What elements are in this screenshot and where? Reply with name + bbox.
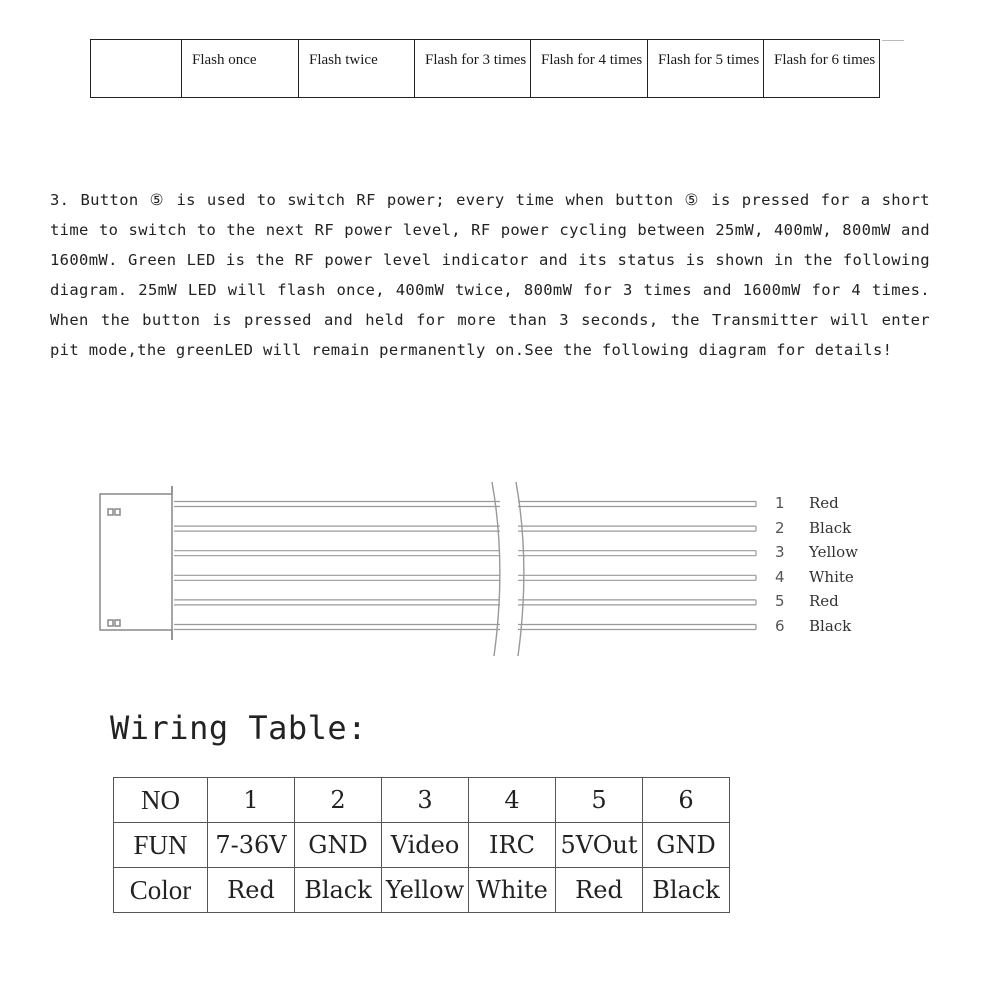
- table-row: [91, 40, 880, 98]
- table-cell: 7-36V: [208, 823, 295, 868]
- table-cell: Black: [295, 868, 382, 913]
- table-cell: Red: [556, 868, 643, 913]
- flash-table-cell: Flash twice: [299, 40, 415, 98]
- table-row: [114, 823, 730, 868]
- wire-number: 4: [775, 567, 785, 586]
- table-cell: IRC: [469, 823, 556, 868]
- table-cell: Red: [208, 868, 295, 913]
- flash-table-cell: Flash for 6 times: [764, 40, 880, 98]
- flash-table-cell-empty: [91, 40, 182, 98]
- flash-table: [90, 39, 880, 98]
- wire-color-label: Yellow: [809, 543, 858, 562]
- wire-color-label: White: [809, 567, 854, 586]
- table-cell: Yellow: [382, 868, 469, 913]
- row-header: NO: [114, 778, 208, 823]
- flash-table-cell: Flash once: [182, 40, 299, 98]
- table-cell: 2: [295, 778, 382, 823]
- wire-color-label: Red: [809, 592, 839, 611]
- wire-color-label: Black: [809, 617, 852, 635]
- table-cell: 5: [556, 778, 643, 823]
- table-cell: 3: [382, 778, 469, 823]
- table-cell: 5VOut: [556, 823, 643, 868]
- wire-number: 2: [775, 518, 785, 537]
- row-header: Color: [114, 868, 208, 913]
- table-row: [114, 868, 730, 913]
- table-cell: 4: [469, 778, 556, 823]
- wire-number: 3: [775, 543, 785, 562]
- wire-number: 6: [775, 617, 785, 635]
- table-cell: GND: [643, 823, 730, 868]
- table-cell: 1: [208, 778, 295, 823]
- table-row: [114, 778, 730, 823]
- flash-table-cell: Flash for 4 times: [531, 40, 648, 98]
- row-header: FUN: [114, 823, 208, 868]
- connector-diagram: [90, 478, 870, 668]
- divider: [882, 40, 904, 41]
- wire-group: [174, 502, 756, 630]
- table-cell: White: [469, 868, 556, 913]
- flash-table-cell: Flash for 5 times: [648, 40, 764, 98]
- flash-table-cell: Flash for 3 times: [415, 40, 531, 98]
- table-cell: 6: [643, 778, 730, 823]
- wiring-table: [113, 777, 730, 913]
- wire-color-label: Black: [809, 518, 852, 537]
- table-cell: Black: [643, 868, 730, 913]
- wire-color-label: Red: [809, 494, 839, 512]
- wiring-table-title: Wiring Table:: [110, 709, 367, 747]
- wire-number: 5: [775, 592, 785, 611]
- connector-housing: [100, 486, 172, 640]
- wire-number: 1: [775, 494, 785, 512]
- table-cell: Video: [382, 823, 469, 868]
- rf-power-paragraph: 3. Button ⑤ is used to switch RF power; every time when button ⑤ is pressed for a short time to switch to the next RF power level, RF power cycling between 25mW, 400mW, 800mW and 1600mW. Green LED is the RF power level indicator and its status is shown in the following diagram. 25mW LED will flash once, 400mW twice, 800mW for 3 times and 1600mW for 4 times. When the button is pressed and held for more than 3 seconds, the Transmitter will enter pit mode,the greenLED will remain permanently on.See the following diagram for details!: [50, 191, 930, 359]
- table-cell: GND: [295, 823, 382, 868]
